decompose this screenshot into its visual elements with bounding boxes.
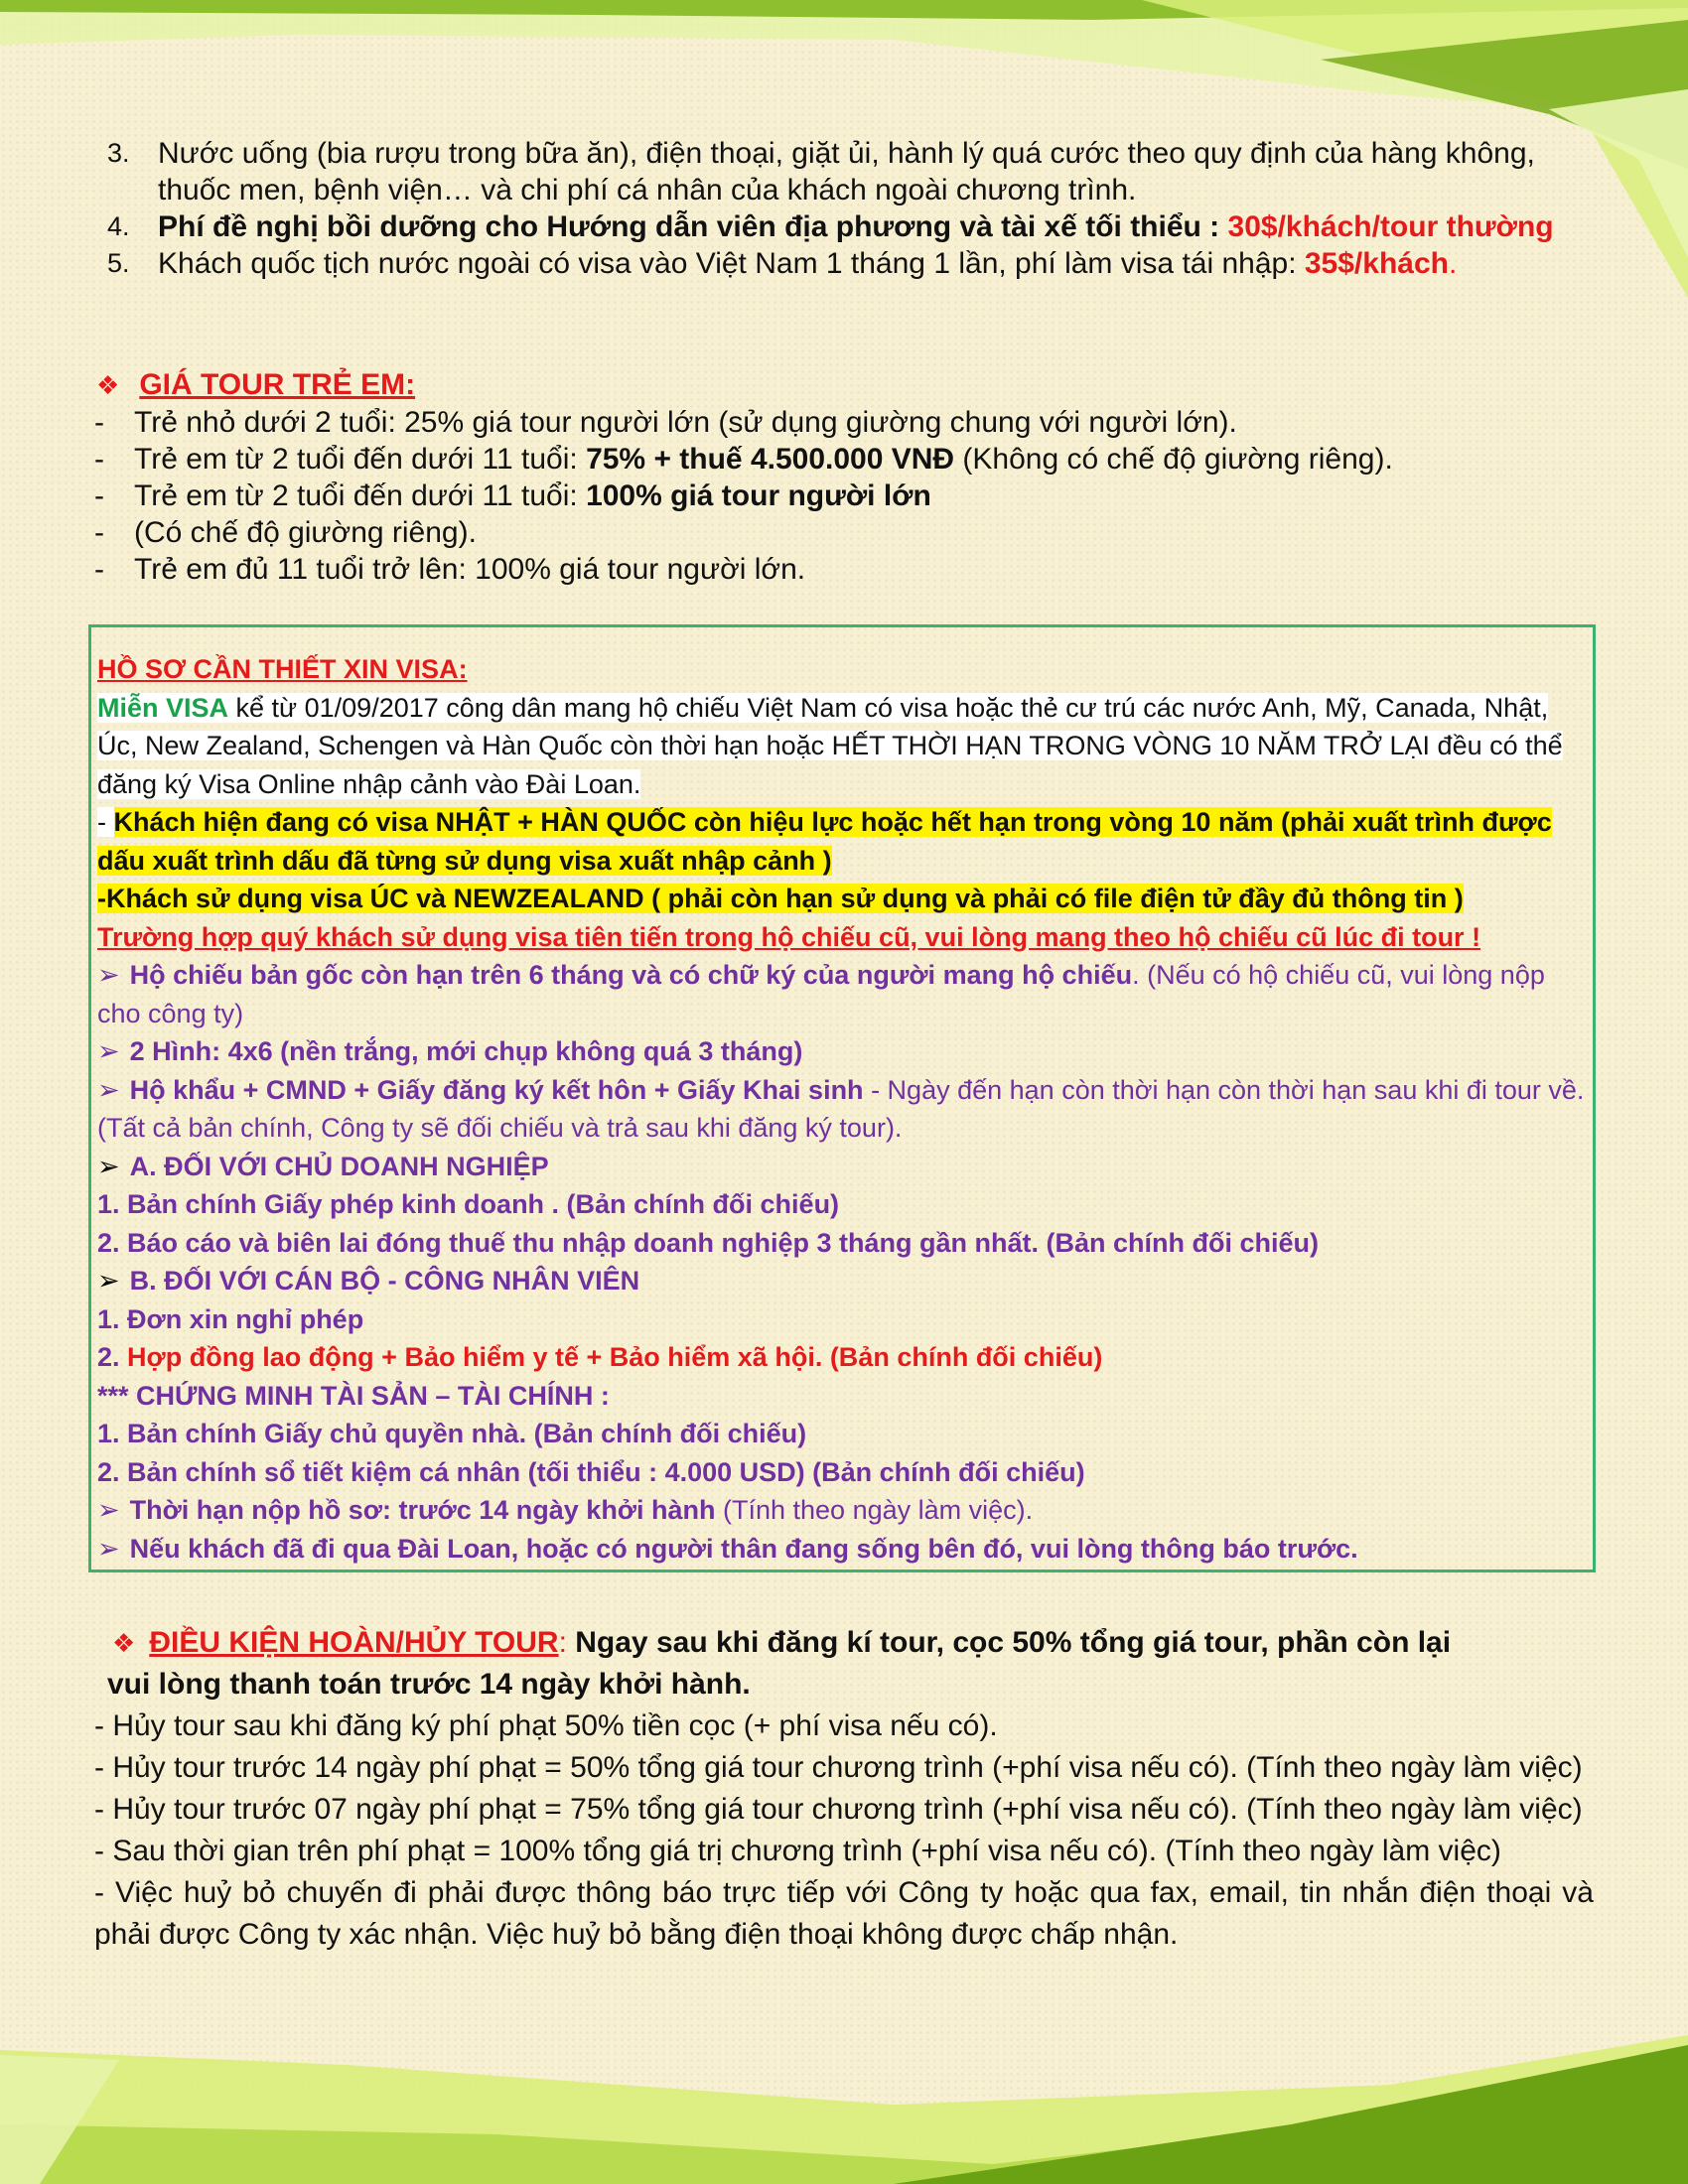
list-item (94, 404, 1594, 441)
taiwan-contact-note: Nếu khách đã đi qua Đài Loan, hoặc có người thân đang sống bên đó, vui lòng thông báo trước. (129, 1533, 1358, 1564)
checklist-item (97, 1032, 1587, 1071)
section-b-item: 1. Đơn xin nghỉ phép (97, 1303, 364, 1334)
list-number: 3. (107, 138, 130, 168)
arrow-bullet-icon: ➢ (97, 1036, 120, 1066)
exclusions-list (107, 135, 1592, 282)
price-bold: 75% + thuế 4.500.000 VNĐ (586, 443, 955, 476)
list-text-tail: . (1448, 247, 1458, 280)
checklist-item (97, 1530, 1587, 1569)
list-text: Trẻ em từ 2 tuổi đến dưới 11 tuổi: (134, 479, 587, 512)
list-item (94, 551, 1594, 588)
highlight-note (97, 803, 1587, 880)
passport-requirement: Hộ chiếu bản gốc còn hạn trên 6 tháng và có chữ ký của người mang hộ chiếu (129, 960, 1133, 990)
section-title: ĐIỀU KIỆN HOÀN/HỦY TOUR (149, 1626, 559, 1659)
list-item (94, 514, 1594, 551)
list-item (107, 208, 1592, 245)
cancel-policy-item: - Hủy tour trước 07 ngày phí phạt = 75% tổng giá tour chương trình (+phí visa nếu có). (Tính theo ngày làm việc) (94, 1793, 1583, 1826)
price-bold: 100% giá tour người lớn (586, 479, 931, 512)
list-item (94, 441, 1594, 478)
assets-item: 1. Bản chính Giấy chủ quyền nhà. (Bản chính đối chiếu) (97, 1419, 807, 1448)
section-heading (94, 366, 1594, 404)
arrow-bullet-icon: ➢ (97, 1495, 120, 1525)
old-passport-note: Trường hợp quý khách sử dụng visa tiên tiến trong hộ chiếu cũ, vui lòng mang theo hộ chiếu cũ lúc đi tour ! (97, 921, 1481, 952)
list-text: Trẻ em từ 2 tuổi đến dưới 11 tuổi: (134, 443, 587, 476)
checklist-item (97, 1491, 1587, 1530)
deadline-requirement: Thời hạn nộp hồ sơ: trước 14 ngày khởi hành (129, 1495, 716, 1525)
section-a-item: 1. Bản chính Giấy phép kinh doanh . (Bản chính đối chiếu) (97, 1189, 840, 1219)
arrow-bullet-icon: ➢ (97, 960, 120, 990)
australia-nz-visa-note: -Khách sử dụng visa ÚC và NEWZEALAND ( phải còn hạn sử dụng và phải có file điện tử đầy đủ thông tin ) (97, 884, 1464, 913)
dash-bullet: - (94, 479, 104, 512)
section-b-title: B. ĐỐI VỚI CÁN BỘ - CÔNG NHÂN VIÊN (129, 1266, 640, 1296)
visa-fee-amount: 35$/khách (1304, 247, 1449, 280)
highlight-note (97, 880, 1587, 918)
list-text: Trẻ em đủ 11 tuổi trở lên: 100% giá tour người lớn. (134, 553, 806, 586)
dash-bullet: - (94, 406, 104, 439)
list-item (94, 478, 1594, 514)
dash-bullet: - (94, 516, 104, 549)
section-heading (94, 1622, 1594, 1664)
box-title: HỒ SƠ CẦN THIẾT XIN VISA: (97, 654, 468, 684)
diamond-bullet-icon: ❖ (112, 1628, 136, 1658)
checklist-item (97, 956, 1587, 1032)
contract-insurance-requirement: Hợp đồng lao động + Bảo hiểm y tế + Bảo hiểm xã hội. (Bản chính đối chiếu) (127, 1342, 1103, 1372)
assets-item: 2. Bản chính sổ tiết kiệm cá nhân (tối thiểu : 4.000 USD) (Bản chính đối chiếu) (97, 1456, 1085, 1487)
section-a-title: A. ĐỐI VỚI CHỦ DOANH NGHIỆP (129, 1151, 549, 1181)
dash-bullet: - (94, 443, 104, 476)
checklist-item (97, 1071, 1587, 1148)
cancel-policy-item: - Hủy tour sau khi đăng ký phí phạt 50% tiền cọc (+ phí visa nếu có). (94, 1709, 998, 1742)
visa-requirements-box (88, 624, 1596, 1572)
arrow-bullet-icon: ➢ (97, 1533, 120, 1564)
item-number: 2. (97, 1342, 128, 1372)
list-text: Trẻ nhỏ dưới 2 tuổi: 25% giá tour người lớn (sử dụng giường chung với người lớn). (134, 406, 1237, 439)
subsection-heading (97, 1262, 1587, 1300)
list-text: Phí đề nghị bồi dưỡng cho Hướng dẫn viên địa phương và tài xế tối thiểu : (158, 210, 1228, 243)
tip-amount: 30$/khách/tour thường (1227, 210, 1554, 243)
deposit-policy: Ngay sau khi đăng kí tour, cọc 50% tổng giá tour, phần còn lại (566, 1626, 1452, 1659)
cancel-policy-item: - Sau thời gian trên phí phạt = 100% tổng giá trị chương trình (+phí visa nếu có). (Tính theo ngày làm việc) (94, 1835, 1501, 1867)
list-number: 4. (107, 211, 130, 241)
list-text-tail: (Không có chế độ giường riêng). (954, 443, 1393, 476)
list-item (107, 245, 1592, 282)
cancellation-section (94, 1622, 1594, 1956)
visa-free-label: Miễn VISA (97, 692, 229, 723)
title-colon: : (558, 1626, 567, 1659)
documents-requirement: Hộ khẩu + CMND + Giấy đăng ký kết hôn + Giấy Khai sinh (129, 1074, 864, 1105)
dash-bullet: - (94, 553, 104, 586)
subsection-heading (97, 1148, 1587, 1186)
arrow-bullet-icon: ➢ (97, 1266, 120, 1296)
cancel-policy-item: - Việc huỷ bỏ chuyến đi phải được thông báo trực tiếp với Công ty hoặc qua fax, email, tin nhắn điện thoại và phải được Công ty xác nhận. Việc huỷ bỏ bằng điện thoại không được chấp nhận. (94, 1876, 1594, 1951)
assets-title: *** CHỨNG MINH TÀI SẢN – TÀI CHÍNH : (97, 1380, 610, 1411)
arrow-bullet-icon: ➢ (97, 1151, 120, 1181)
photo-requirement: 2 Hình: 4x6 (nền trắng, mới chụp không quá 3 tháng) (129, 1036, 803, 1066)
list-number: 5. (107, 248, 130, 278)
list-text: Khách quốc tịch nước ngoài có visa vào Việt Nam 1 tháng 1 lần, phí làm visa tái nhập: (158, 247, 1305, 280)
list-text: Nước uống (bia rượu trong bữa ăn), điện thoại, giặt ủi, hành lý quá cước theo quy định của hàng không, thuốc men, bệnh viện… và chi phí cá nhân của khách ngoài chương trình. (158, 137, 1535, 206)
deadline-note: (Tính theo ngày làm việc). (715, 1495, 1034, 1525)
japan-korea-visa-note: Khách hiện đang có visa NHẬT + HÀN QUỐC còn hiệu lực hoặc hết hạn trong vòng 10 năm (phải xuất trình được dấu xuất trình dấu đã từng sử dụng visa xuất nhập cảnh ) (97, 807, 1552, 876)
visa-free-text: kể từ 01/09/2017 công dân mang hộ chiếu Việt Nam có visa hoặc thẻ cư trú các nước Anh, Mỹ, Canada, Nhật, Úc, New Zealand, Schengen và Hàn Quốc còn thời hạn hoặc HẾT THỜI HẠN TRONG VÒNG 10 NĂM TRỞ LẠI đều có thể đăng ký Visa Online nhập cảnh vào Đài Loan. (97, 692, 1563, 799)
dash-bullet: - (97, 807, 114, 837)
diamond-bullet-icon: ❖ (96, 370, 120, 400)
deposit-policy-line2: vui lòng thanh toán trước 14 ngày khởi hành. (107, 1668, 751, 1701)
section-b-item (97, 1338, 1587, 1377)
cancel-policy-item: - Hủy tour trước 14 ngày phí phạt = 50% tổng giá tour chương trình (+phí visa nếu có). (Tính theo ngày làm việc) (94, 1751, 1583, 1784)
section-title: GIÁ TOUR TRẺ EM: (139, 368, 416, 401)
list-text: (Có chế độ giường riêng). (134, 516, 477, 549)
arrow-bullet-icon: ➢ (97, 1074, 120, 1105)
passport-requirement-note: . (Nếu có hộ chiếu cũ, vui lòng nộp cho công ty) (97, 960, 1545, 1028)
list-item (107, 135, 1592, 208)
documents-requirement-note: - Ngày đến hạn còn thời hạn còn thời hạn sau khi đi tour về. (Tất cả bản chính, Công ty sẽ đối chiếu và trả sau khi đăng ký tour). (97, 1074, 1585, 1143)
section-a-item: 2. Báo cáo và biên lai đóng thuế thu nhập doanh nghiệp 3 tháng gần nhất. (Bản chính đối chiếu) (97, 1227, 1320, 1258)
children-price-section (94, 366, 1594, 588)
visa-free-paragraph (97, 689, 1587, 804)
